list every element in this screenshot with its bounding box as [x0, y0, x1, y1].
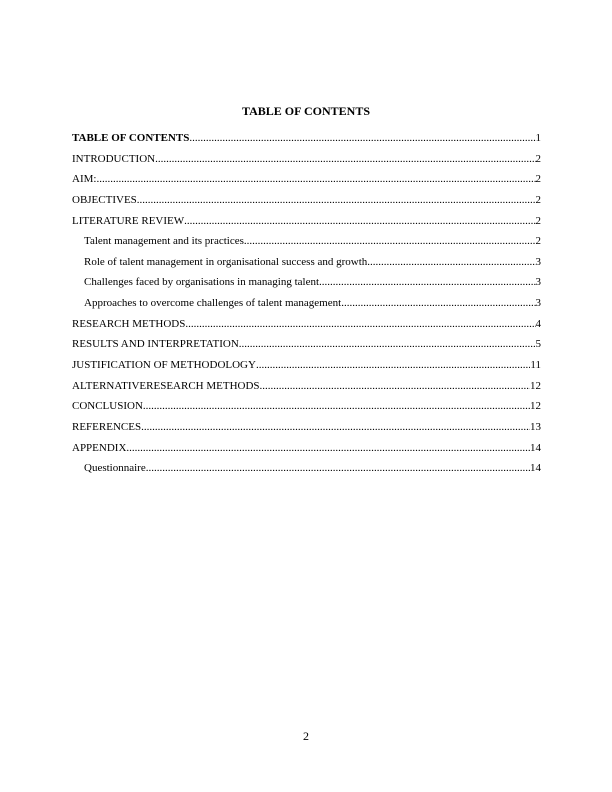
- page-number: 2: [303, 729, 309, 743]
- toc-entry-page: 14: [530, 441, 541, 454]
- toc-dot-leader: [189, 131, 535, 145]
- toc-entry[interactable]: [72, 461, 541, 482]
- toc-entry-page: 5: [535, 338, 541, 351]
- toc-dot-leader: [137, 193, 536, 207]
- toc-entry-page: 14: [530, 462, 541, 475]
- toc-dot-leader: [319, 275, 535, 289]
- toc-entry-page: 2: [535, 235, 541, 248]
- toc-entry[interactable]: [72, 255, 541, 276]
- toc-entry[interactable]: [72, 337, 541, 358]
- page-title: TABLE OF CONTENTS: [241, 104, 371, 118]
- toc-entry-page: 3: [535, 297, 541, 310]
- toc-entry[interactable]: [72, 441, 541, 462]
- toc-dot-leader: [341, 296, 535, 310]
- toc-entry-page: 2: [535, 152, 541, 165]
- toc-dot-leader: [146, 461, 530, 475]
- toc-entry-title: REFERENCES: [72, 420, 142, 433]
- toc-dot-leader: [155, 152, 535, 166]
- toc-entry-title: AIM:: [72, 173, 97, 186]
- toc-dot-leader: [185, 317, 535, 331]
- toc-dot-leader: [244, 234, 536, 248]
- toc-entry-page: 2: [535, 214, 541, 227]
- toc-entry[interactable]: [72, 296, 541, 317]
- toc-entry-title: TABLE OF CONTENTS: [72, 132, 190, 144]
- toc-entry-title: ALTERNATIVERESEARCH METHODS: [72, 379, 260, 392]
- toc-entry-title: APPENDIX: [72, 441, 127, 454]
- toc-entry[interactable]: [72, 152, 541, 173]
- toc-entry[interactable]: [72, 379, 541, 400]
- toc-entry-title: Challenges faced by organisations in managing talent: [84, 276, 320, 289]
- toc-dot-leader: [256, 358, 530, 372]
- toc-entry-title: Talent management and its practices: [84, 235, 244, 248]
- toc-entry-page: 11: [530, 359, 541, 372]
- toc-dot-leader: [126, 441, 530, 455]
- toc-entry-page: 3: [535, 255, 541, 268]
- toc-entry-title: OBJECTIVES: [72, 193, 137, 206]
- toc-dot-leader: [239, 337, 536, 351]
- toc-entry[interactable]: [72, 234, 541, 255]
- toc-entry[interactable]: [72, 193, 541, 214]
- toc-entry-title: LITERATURE REVIEW: [72, 214, 185, 227]
- toc-entry-page: 13: [530, 420, 541, 433]
- toc-dot-leader: [184, 214, 535, 228]
- toc-entry-title: RESEARCH METHODS: [72, 317, 186, 330]
- toc-entry-title: Role of talent management in organisational success and growth: [84, 255, 368, 268]
- toc-entry[interactable]: [72, 275, 541, 296]
- toc-entry-page: 4: [535, 317, 541, 330]
- toc-entry-page: 3: [535, 276, 541, 289]
- toc-entry[interactable]: [72, 172, 541, 193]
- toc-entry[interactable]: [72, 317, 541, 338]
- toc-dot-leader: [143, 399, 530, 413]
- toc-dot-leader: [96, 172, 535, 186]
- toc-entry-title: JUSTIFICATION OF METHODOLOGY: [72, 359, 256, 372]
- toc-entry[interactable]: [72, 358, 541, 379]
- toc-entry-page: 2: [535, 173, 541, 186]
- toc-entry-page: 12: [530, 379, 541, 392]
- toc-dot-leader: [260, 379, 530, 393]
- toc-entry-title: INTRODUCTION: [72, 152, 156, 165]
- toc-entry-title: Questionnaire: [84, 462, 146, 475]
- toc-entry-title: Approaches to overcome challenges of talent management: [84, 297, 342, 310]
- toc-entry[interactable]: [72, 131, 541, 152]
- toc-entry[interactable]: [72, 214, 541, 235]
- toc-entry-page: 12: [530, 400, 541, 413]
- toc-dot-leader: [141, 420, 530, 434]
- toc-entry-title: CONCLUSION: [72, 400, 143, 413]
- toc-entry-page: 1: [535, 132, 541, 144]
- toc-entry[interactable]: [72, 399, 541, 420]
- toc-entry[interactable]: [72, 420, 541, 441]
- toc-entry-title: RESULTS AND INTERPRETATION: [72, 338, 239, 351]
- toc-dot-leader: [367, 255, 535, 269]
- table-of-contents: [72, 131, 541, 482]
- toc-entry-page: 2: [535, 193, 541, 206]
